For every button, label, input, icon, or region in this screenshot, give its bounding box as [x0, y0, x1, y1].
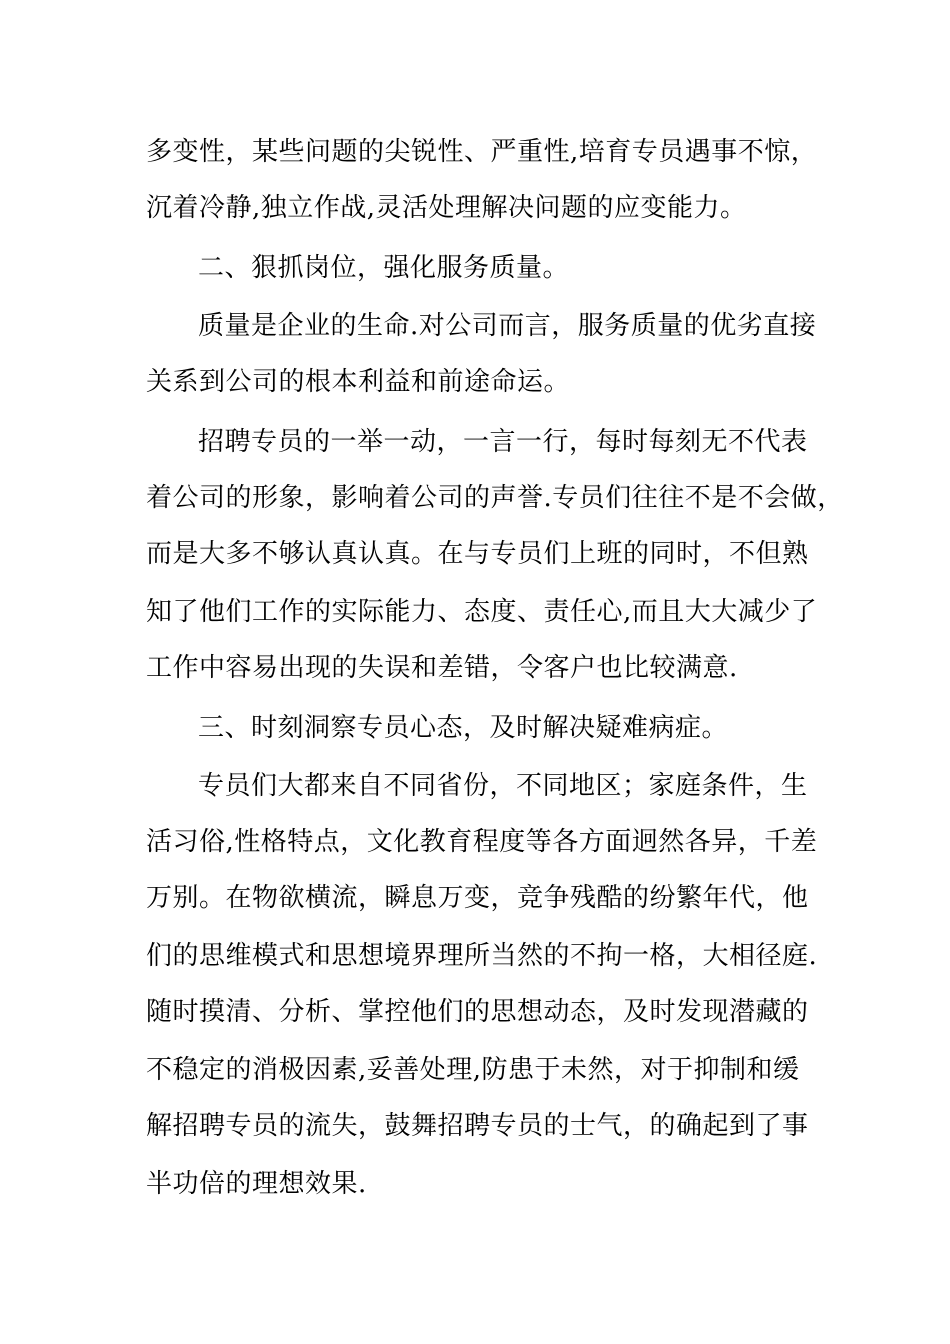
- text-line-17: 不稳定的消极因素,妥善处理,防患于未然，对于抑制和缓: [146, 1055, 800, 1085]
- text-line-19: 半功倍的理想效果.: [146, 1169, 367, 1199]
- text-line-9: 知了他们工作的实际能力、态度、责任心,而且大大减少了: [146, 597, 818, 627]
- text-line-6: 招聘专员的一举一动，一言一行，每时每刻无不代表: [198, 427, 808, 457]
- text-line-2: 沉着冷静,独立作战,灵活处理解决问题的应变能力。: [146, 193, 747, 223]
- text-line-4: 质量是企业的生命.对公司而言，服务质量的优劣直接: [198, 311, 817, 341]
- text-line-15: 们的思维模式和思想境界理所当然的不拘一格，大相径庭.: [146, 941, 818, 971]
- text-line-14: 万别。在物欲横流，瞬息万变，竞争残酷的纷繁年代，他: [146, 883, 809, 913]
- section-heading-2: 二、狠抓岗位，强化服务质量。: [198, 253, 570, 283]
- text-line-13: 活习俗,性格特点，文化教育程度等各方面迥然各异，千差: [146, 827, 818, 857]
- text-line-16: 随时摸清、分析、掌控他们的思想动态，及时发现潜藏的: [146, 997, 809, 1027]
- section-heading-3: 三、时刻洞察专员心态，及时解决疑难病症。: [198, 713, 729, 743]
- text-line-10: 工作中容易出现的失误和差错，令客户也比较满意.: [146, 653, 738, 683]
- text-line-8: 而是大多不够认真认真。在与专员们上班的同时，不但熟: [146, 539, 809, 569]
- text-line-12: 专员们大都来自不同省份，不同地区；家庭条件，生: [198, 771, 808, 801]
- text-line-1: 多变性，某些问题的尖锐性、严重性,培育专员遇事不惊，: [146, 137, 818, 167]
- text-line-5: 关系到公司的根本利益和前途命运。: [146, 367, 571, 397]
- text-line-18: 解招聘专员的流失，鼓舞招聘专员的士气，的确起到了事: [146, 1111, 809, 1141]
- text-line-7: 着公司的形象，影响着公司的声誉.专员们往往不是不会做，: [146, 483, 844, 513]
